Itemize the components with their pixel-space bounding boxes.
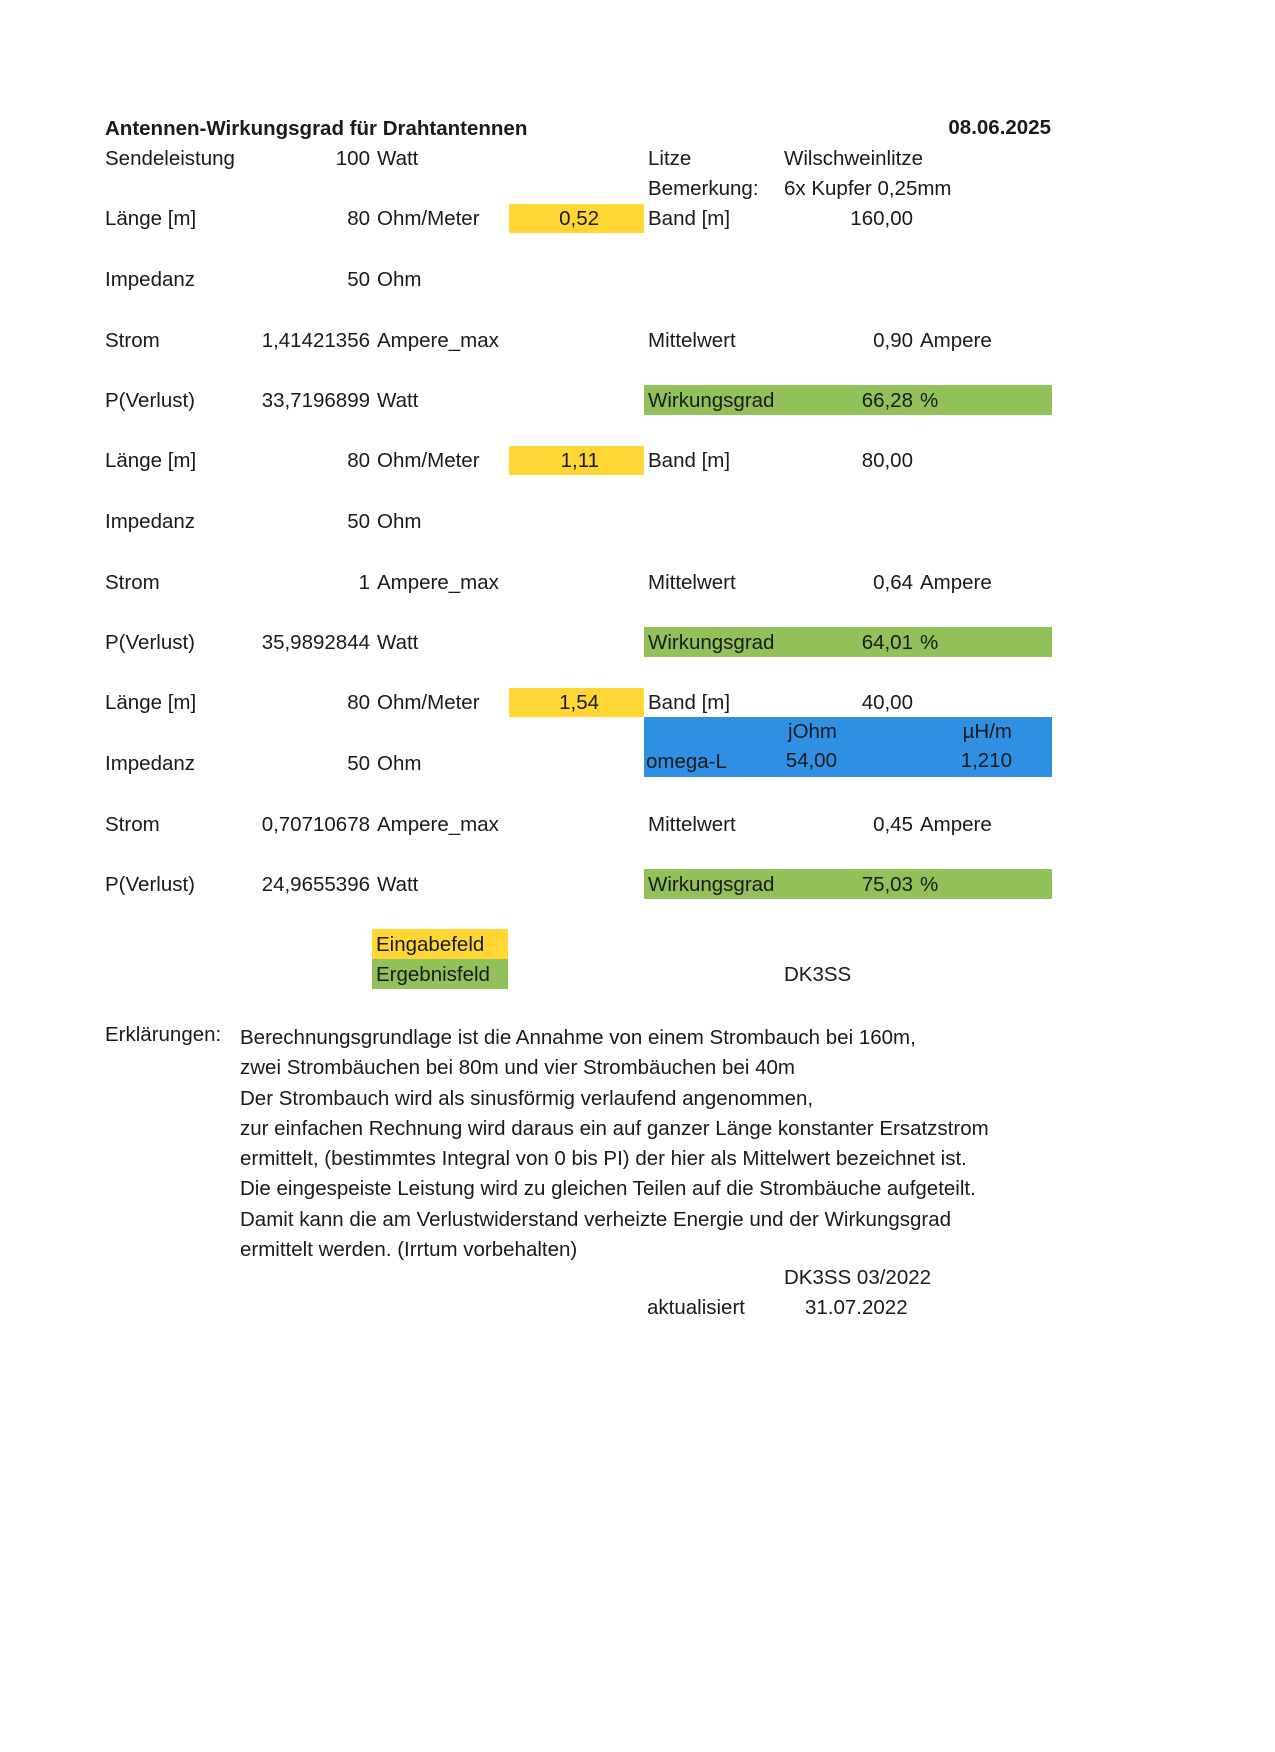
impedanz-value: 50 xyxy=(347,510,370,533)
omega-value-uh: 1,210 xyxy=(960,749,1012,772)
explanation-line: ermittelt, (bestimmtes Integral von 0 bis PI) der hier als Mittelwert bezeichnet ist. xyxy=(240,1147,967,1171)
laenge-label: Länge [m] xyxy=(105,207,197,230)
explanation-line: Die eingespeiste Leistung wird zu gleichen Teilen auf die Strombäuche aufgeteilt. xyxy=(240,1177,976,1201)
laenge-value: 80 xyxy=(347,207,370,230)
input-value: 1,54 xyxy=(559,691,599,714)
explanation-line: zwei Strombäuchen bei 80m und vier Strombäuchen bei 40m xyxy=(240,1056,795,1080)
omega-l-box xyxy=(644,717,1052,777)
omega-value-johm: 54,00 xyxy=(785,749,837,772)
input-field[interactable] xyxy=(509,204,644,233)
sendeleistung-value: 100 xyxy=(335,147,370,170)
wirkungsgrad-unit: % xyxy=(920,873,939,896)
mittelwert-label: Mittelwert xyxy=(648,813,736,836)
updated-label: aktualisiert xyxy=(647,1296,745,1319)
input-field[interactable] xyxy=(509,688,644,717)
bemerkung-value: 6x Kupfer 0,25mm xyxy=(784,177,952,200)
wirkungsgrad-result xyxy=(644,869,1052,899)
legend-input xyxy=(372,929,508,959)
omega-unit-uh: µH/m xyxy=(962,720,1012,743)
impedanz-value: 50 xyxy=(347,268,370,291)
explanation-text xyxy=(240,1023,1040,1265)
input-field[interactable] xyxy=(509,446,644,475)
sendeleistung-label: Sendeleistung xyxy=(105,147,235,170)
strom-value: 0,70710678 xyxy=(261,813,370,836)
laenge-unit: Ohm/Meter xyxy=(377,691,480,714)
laenge-value: 80 xyxy=(347,449,370,472)
signature: DK3SS 03/2022 xyxy=(784,1266,932,1289)
wirkungsgrad-result xyxy=(644,627,1052,657)
strom-label: Strom xyxy=(105,571,160,594)
verlust-label: P(Verlust) xyxy=(105,873,195,896)
wirkungsgrad-value: 75,03 xyxy=(861,873,913,896)
omega-unit-johm: jOhm xyxy=(788,720,837,743)
strom-value: 1 xyxy=(358,571,370,594)
band-value: 160,00 xyxy=(850,207,913,230)
mittelwert-value: 0,90 xyxy=(873,329,913,352)
wirkungsgrad-label: Wirkungsgrad xyxy=(648,631,775,654)
wirkungsgrad-label: Wirkungsgrad xyxy=(648,873,775,896)
verlust-unit: Watt xyxy=(377,873,419,896)
legend-result-label: Ergebnisfeld xyxy=(376,963,490,986)
band-label: Band [m] xyxy=(648,207,731,230)
laenge-label: Länge [m] xyxy=(105,691,197,714)
impedanz-unit: Ohm xyxy=(377,268,422,291)
impedanz-label: Impedanz xyxy=(105,510,196,533)
litze-label: Litze xyxy=(648,147,692,170)
strom-value: 1,41421356 xyxy=(261,329,370,352)
header-date: 08.06.2025 xyxy=(948,116,1051,139)
impedanz-unit: Ohm xyxy=(377,510,422,533)
mittelwert-label: Mittelwert xyxy=(648,571,736,594)
impedanz-label: Impedanz xyxy=(105,752,196,775)
laenge-unit: Ohm/Meter xyxy=(377,449,480,472)
explanation-line: ermittelt werden. (Irrtum vorbehalten) xyxy=(240,1238,578,1262)
strom-unit: Ampere_max xyxy=(377,571,499,594)
legend-result xyxy=(372,959,508,989)
wirkungsgrad-unit: % xyxy=(920,389,939,412)
explanation-line: Damit kann die am Verlustwiderstand verheizte Energie und der Wirkungsgrad xyxy=(240,1207,952,1231)
verlust-value: 35,9892844 xyxy=(261,631,370,654)
mittelwert-label: Mittelwert xyxy=(648,329,736,352)
litze-value: Wilschweinlitze xyxy=(784,147,923,170)
verlust-unit: Watt xyxy=(377,389,419,412)
mittelwert-unit: Ampere xyxy=(920,813,992,836)
band-label: Band [m] xyxy=(648,691,731,714)
band-value: 80,00 xyxy=(861,449,913,472)
omega-label: omega-L xyxy=(646,750,727,773)
strom-unit: Ampere_max xyxy=(377,813,499,836)
impedanz-label: Impedanz xyxy=(105,268,196,291)
verlust-unit: Watt xyxy=(377,631,419,654)
impedanz-unit: Ohm xyxy=(377,752,422,775)
wirkungsgrad-label: Wirkungsgrad xyxy=(648,389,775,412)
verlust-value: 24,9655396 xyxy=(261,873,370,896)
sendeleistung-unit: Watt xyxy=(377,147,419,170)
band-value: 40,00 xyxy=(861,691,913,714)
mittelwert-value: 0,64 xyxy=(873,571,913,594)
strom-label: Strom xyxy=(105,329,160,352)
updated-date: 31.07.2022 xyxy=(805,1296,908,1319)
strom-label: Strom xyxy=(105,813,160,836)
laenge-label: Länge [m] xyxy=(105,449,197,472)
laenge-unit: Ohm/Meter xyxy=(377,207,480,230)
input-value: 1,11 xyxy=(560,449,599,472)
wirkungsgrad-result xyxy=(644,385,1052,415)
mittelwert-unit: Ampere xyxy=(920,329,992,352)
impedanz-value: 50 xyxy=(347,752,370,775)
verlust-value: 33,7196899 xyxy=(261,389,370,412)
wirkungsgrad-value: 64,01 xyxy=(861,631,913,654)
page-title: Antennen-Wirkungsgrad für Drahtantennen xyxy=(105,117,528,140)
legend-input-label: Eingabefeld xyxy=(376,933,485,956)
wirkungsgrad-value: 66,28 xyxy=(861,389,913,412)
explanation-line: Berechnungsgrundlage ist die Annahme von einem Strombauch bei 160m, xyxy=(240,1026,916,1049)
verlust-label: P(Verlust) xyxy=(105,389,195,412)
band-label: Band [m] xyxy=(648,449,731,472)
explanation-label: Erklärungen: xyxy=(105,1023,222,1046)
laenge-value: 80 xyxy=(347,691,370,714)
mittelwert-value: 0,45 xyxy=(873,813,913,836)
explanation-line: zur einfachen Rechnung wird daraus ein auf ganzer Länge konstanter Ersatzstrom xyxy=(240,1116,989,1140)
author: DK3SS xyxy=(784,963,852,986)
input-value: 0,52 xyxy=(559,207,599,230)
strom-unit: Ampere_max xyxy=(377,329,499,352)
wirkungsgrad-unit: % xyxy=(920,631,939,654)
explanation-line: Der Strombauch wird als sinusförmig verlaufend angenommen, xyxy=(240,1086,814,1110)
mittelwert-unit: Ampere xyxy=(920,571,992,594)
verlust-label: P(Verlust) xyxy=(105,631,195,654)
bemerkung-label: Bemerkung: xyxy=(648,177,759,200)
